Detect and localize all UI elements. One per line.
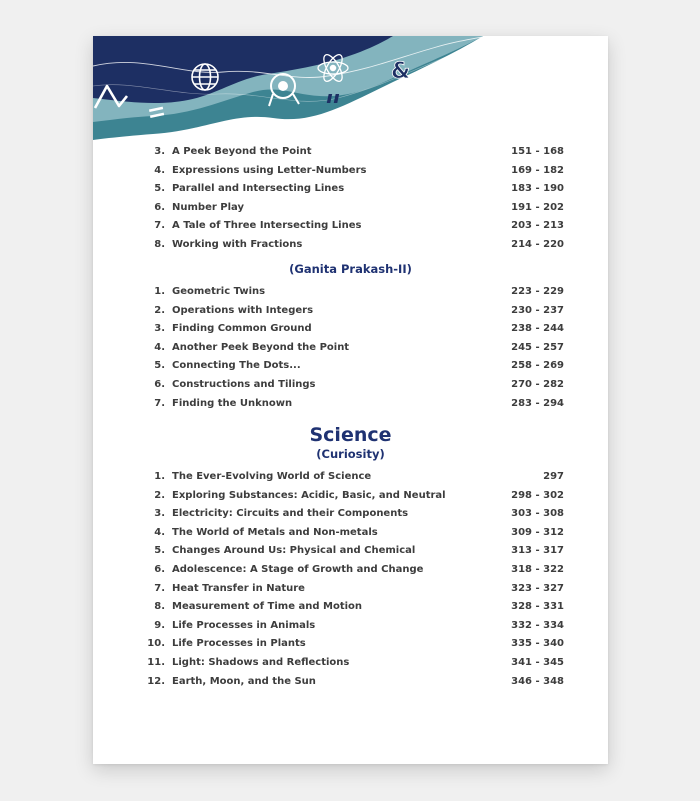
toc-row [93,580,608,598]
page-range: 203 - 213 [511,220,564,232]
chapter-title: Working with Fractions [172,239,303,250]
chapter-number: 1. [154,286,165,297]
page-range: 258 - 269 [511,360,564,372]
chapter-title: Earth, Moon, and the Sun [172,675,316,687]
toc-row [93,395,608,413]
chapter-title: Another Peek Beyond the Point [172,341,350,353]
toc-row [93,236,608,254]
page-range: 183 - 190 [511,183,564,195]
chapter-title: Life Processes in Plants [172,638,306,650]
page-range: 283 - 294 [511,397,564,409]
toc-row [93,524,608,542]
toc-row [93,487,608,505]
chapter-number: 10. [147,638,165,650]
toc-row [93,468,608,486]
toc-row [93,199,608,217]
chapter-title: Heat Transfer in Nature [172,582,305,594]
chapter-number: 1. [154,471,165,482]
toc-row [93,302,608,320]
chapter-number: 4. [154,164,165,176]
page-range: 323 - 327 [511,582,564,594]
chapter-number: 2. [154,489,165,501]
page-range: 214 - 220 [511,239,564,250]
chapter-number: 5. [154,360,165,372]
chapter-title: Adolescence: A Stage of Growth and Change [172,564,424,575]
page-range: 270 - 282 [511,379,564,390]
chapter-number: 3. [154,323,165,335]
toc-row [93,673,608,691]
page-range: 151 - 168 [511,146,564,157]
page-range: 318 - 322 [511,564,564,575]
toc-row [93,505,608,523]
toc-row [93,561,608,579]
chapter-title: Geometric Twins [172,286,266,297]
page-range: 309 - 312 [511,526,564,538]
chapter-number: 2. [154,304,165,316]
chapter-title: Finding the Unknown [172,397,293,409]
toc-row [93,217,608,235]
chapter-number: 7. [154,582,165,594]
chapter-title: Exploring Substances: Acidic, Basic, and Neutral [172,489,446,501]
chapter-title: A Tale of Three Intersecting Lines [172,220,362,232]
toc-row [93,617,608,635]
science-subtitle: (Curiosity) [316,447,385,461]
chapter-title: Life Processes in Animals [172,619,316,631]
page-range: 238 - 244 [511,323,564,335]
chapter-number: 11. [147,657,165,668]
page-range: 191 - 202 [511,201,564,213]
chapter-number: 9. [154,619,165,631]
chapter-title: Light: Shadows and Reflections [172,657,350,668]
chapter-title: Measurement of Time and Motion [172,601,363,613]
document-page [93,36,608,764]
page-range: 223 - 229 [511,286,564,297]
page-range: 335 - 340 [511,638,564,650]
page-range: 332 - 334 [511,619,564,631]
toc-row [93,339,608,357]
chapter-title: The World of Metals and Non-metals [172,526,378,538]
chapter-title: Operations with Integers [172,304,314,316]
science-section-title: Science [309,424,392,446]
page-range: 297 [543,471,564,482]
toc-row [93,143,608,161]
chapter-title: Changes Around Us: Physical and Chemical [172,545,416,557]
chapter-title: Constructions and Tilings [172,379,316,390]
toc-row [93,635,608,653]
chapter-number: 5. [154,183,165,195]
chapter-number: 6. [154,379,165,390]
page-range: 303 - 308 [511,508,564,520]
chapter-title: A Peek Beyond the Point [172,146,312,157]
page-range: 169 - 182 [511,164,564,176]
page-range: 230 - 237 [511,304,564,316]
chapter-title: Connecting The Dots... [172,360,301,372]
page-range: 298 - 302 [511,489,564,501]
chapter-number: 12. [147,675,165,687]
chapter-number: 3. [154,508,165,520]
chapter-title: Finding Common Ground [172,323,312,335]
chapter-number: 6. [154,564,165,575]
chapter-title: Number Play [172,201,244,213]
ganita-prakash-ii-heading: (Ganita Prakash-II) [289,262,412,276]
toc-row [93,180,608,198]
chapter-number: 6. [154,201,165,213]
page-range: 313 - 317 [511,545,564,557]
chapter-number: 7. [154,397,165,409]
toc-row [93,598,608,616]
toc-row [93,654,608,672]
ampersand-icon [391,59,410,84]
svg-text:&: & [391,59,411,84]
toc-row [93,162,608,180]
chapter-title: The Ever-Evolving World of Science [172,471,372,482]
toc-row [93,357,608,375]
page-range: 341 - 345 [511,657,564,668]
chapter-number: 8. [154,239,165,250]
chapter-title: Parallel and Intersecting Lines [172,183,345,195]
chapter-number: 4. [154,526,165,538]
header-banner [93,36,608,148]
chapter-title: Expressions using Letter-Numbers [172,164,367,176]
chapter-number: 8. [154,601,165,613]
toc-row [93,283,608,301]
chapter-number: 4. [154,341,165,353]
chapter-number: 5. [154,545,165,557]
chapter-number: 7. [154,220,165,232]
chapter-number: 3. [154,146,165,157]
page-range: 346 - 348 [511,675,564,687]
toc-row [93,542,608,560]
toc-row [93,376,608,394]
toc-row [93,320,608,338]
page-range: 328 - 331 [511,601,564,613]
chapter-title: Electricity: Circuits and their Components [172,508,409,520]
page-range: 245 - 257 [511,341,564,353]
